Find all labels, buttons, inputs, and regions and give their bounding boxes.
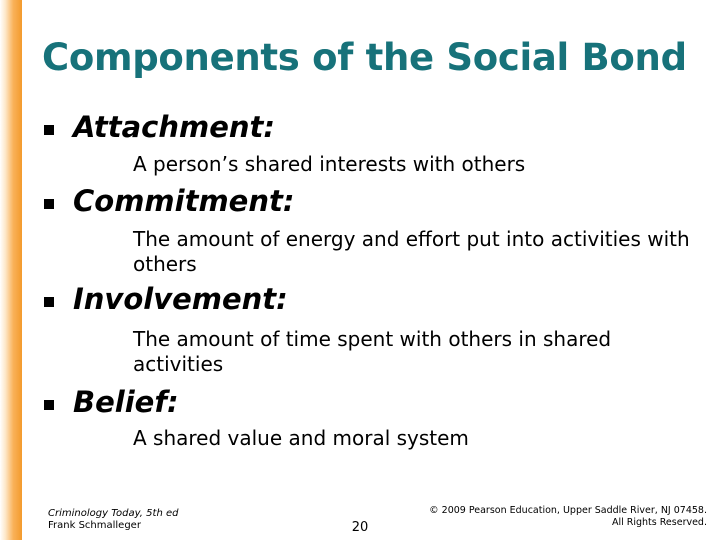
- bullet-square-icon: [44, 125, 54, 135]
- slide-title: Components of the Social Bond: [42, 36, 687, 79]
- bullet-square-icon: [44, 297, 54, 307]
- decorative-side-bar: [0, 0, 22, 540]
- item-heading-commitment: Commitment:: [73, 184, 295, 218]
- item-heading-involvement: Involvement:: [73, 282, 288, 316]
- bullet-square-icon: [44, 400, 54, 410]
- copyright-line-1: © 2009 Pearson Education, Upper Saddle River, NJ 07458.: [429, 505, 707, 516]
- item-heading-belief: Belief:: [73, 385, 179, 419]
- item-description-attachment: A person’s shared interests with others: [133, 152, 526, 176]
- copyright-line-2: All Rights Reserved.: [611, 517, 707, 528]
- footer-citation: [48, 508, 178, 532]
- page-number: 20: [351, 520, 369, 535]
- footer-copyright: [407, 505, 707, 529]
- item-description-commitment: The amount of energy and effort put into activities with others: [133, 227, 690, 276]
- footer-author: Frank Schmalleger: [48, 520, 141, 531]
- item-heading-attachment: Attachment:: [73, 110, 275, 144]
- item-description-belief: A shared value and moral system: [133, 426, 469, 450]
- bullet-square-icon: [44, 199, 54, 209]
- footer-book-title: Criminology Today, 5th ed: [48, 508, 179, 519]
- item-description-involvement: The amount of time spent with others in shared activities: [133, 327, 612, 376]
